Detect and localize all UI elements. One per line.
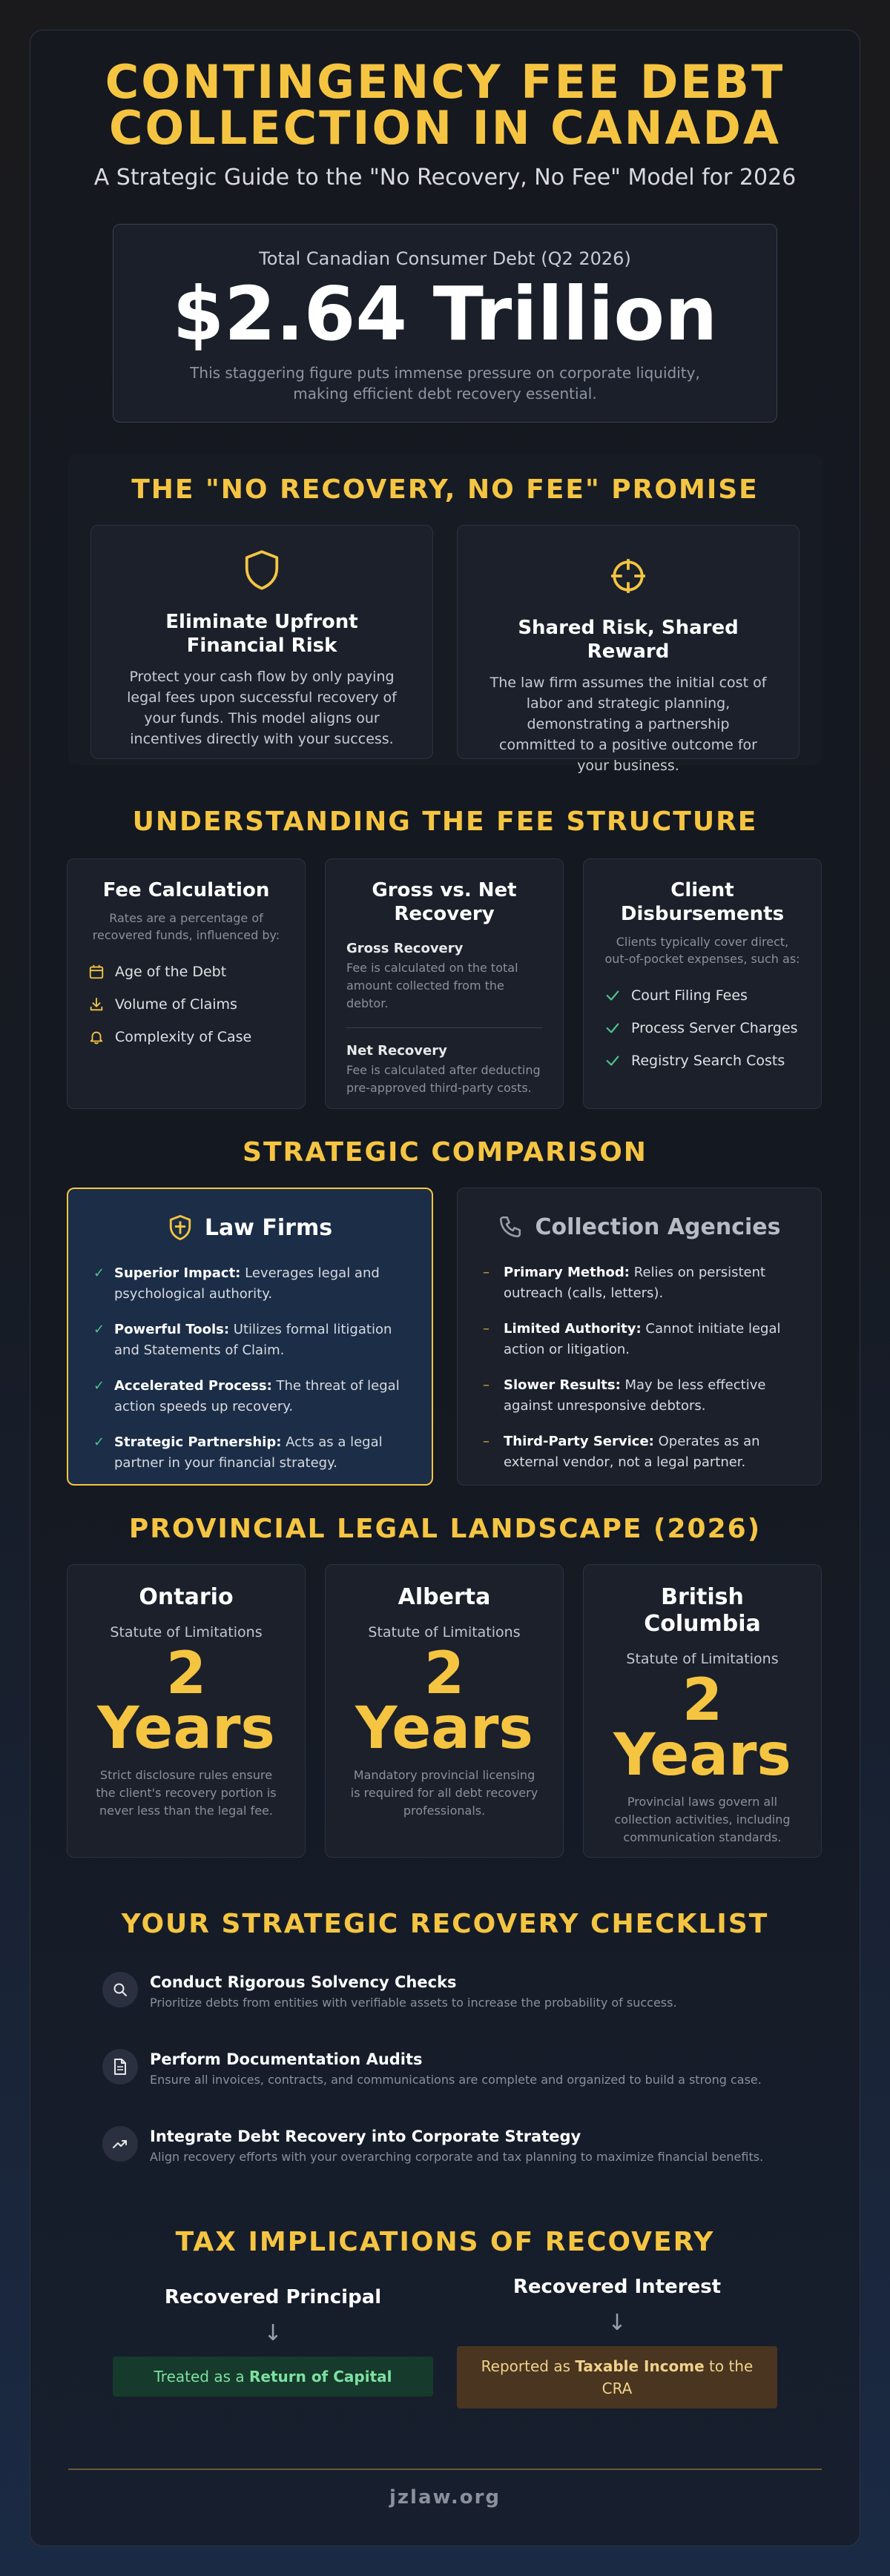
footer-site: jzlaw.org [389,2486,501,2509]
tax-interest-title: Recovered Interest [512,2276,722,2298]
gross-net-card [325,858,564,1109]
footer-divider [68,2469,822,2470]
promise-card-title: Shared Risk, Shared Reward [518,617,739,663]
dash-icon: – [483,1265,490,1280]
arrow-down-icon: ↓ [263,2320,283,2346]
dash-icon: – [483,1377,490,1393]
provincial-title: PROVINCIAL LEGAL LANDSCAPE (2026) [128,1514,762,1544]
debt-note: This staggering figure puts immense pressure on corporate liquidity, making efficient debt recovery essential. [190,364,700,403]
checklist-item-text: Ensure all invoices, contracts, and communications are complete and organized to build a strong case. [150,2073,762,2087]
province-name: British Columbia [644,1584,761,1637]
list-item: ✓ Superior Impact: Leverages legal and psychological authority. [93,1263,406,1305]
list-item: – Limited Authority: Cannot initiate legal action or litigation. [483,1319,796,1360]
phone-icon [498,1214,523,1239]
disbursements-intro: Clients typically cover direct, out-of-pocket expenses, such as: [604,935,800,966]
list-item: ✓ Accelerated Process: The threat of legal action speeds up recovery. [93,1376,406,1417]
trend-up-icon [111,2135,129,2153]
checklist-item-text: Align recovery efforts with your overarching corporate and tax planning to maximize financial benefits. [150,2150,764,2164]
list-item: ✓ Strategic Partnership: Acts as a legal partner in your financial strategy. [93,1432,406,1474]
gross-recovery-text: Fee is calculated on the total amount collected from the debtor. [346,961,518,1010]
check-icon [604,1053,621,1069]
list-item: – Slower Results: May be less effective against unresponsive debtors. [483,1375,796,1417]
subtitle: A Strategic Guide to the "No Recovery, No Fee" Model for 2026 [93,165,797,191]
debt-stat-box [113,224,777,423]
checklist-title: YOUR STRATEGIC RECOVERY CHECKLIST [121,1909,769,1939]
dash-icon: – [483,1434,490,1449]
promise-card-title: Eliminate Upfront Financial Risk [165,611,358,657]
check-icon: ✓ [93,1434,105,1450]
promise-card-risk [90,525,433,759]
law-firms-title: Law Firms [204,1214,333,1241]
checklist-item-text: Prioritize debts from entities with verifiable assets to increase the probability of success. [150,1996,677,2010]
list-item: – Primary Method: Relies on persistent outreach (calls, letters). [483,1262,796,1304]
list-item: Volume of Claims [88,988,284,1021]
gross-net-title: Gross vs. Net Recovery [372,879,517,925]
province-card-bc [583,1564,822,1858]
dash-icon: – [483,1321,490,1337]
check-icon [604,1020,621,1036]
province-card-alberta [325,1564,564,1858]
promise-card-text: Protect your cash flow by only paying legal fees upon successful recovery of your funds. This model aligns our incentives directly with your success. [127,669,397,747]
promise-card-shared [457,525,800,774]
statute-label: Statute of Limitations [626,1651,779,1667]
check-icon: ✓ [93,1378,105,1394]
fee-structure-title: UNDERSTANDING THE FEE STRUCTURE [132,807,758,837]
collection-agencies-card [457,1188,822,1486]
debt-label: Total Canadian Consumer Debt (Q2 2026) [259,248,631,269]
tax-principal-treatment: Treated as a Return of Capital [113,2357,433,2397]
checklist-item-title: Integrate Debt Recovery into Corporate Strategy [150,2128,581,2145]
tax-title: TAX IMPLICATIONS OF RECOVERY [175,2227,715,2257]
statute-label: Statute of Limitations [368,1624,521,1640]
net-recovery-title: Net Recovery [346,1043,447,1059]
shield-badge-icon [168,1213,193,1242]
calendar-icon [88,964,105,980]
agencies-title: Collection Agencies [535,1213,781,1240]
province-note: Mandatory provincial licensing is required for all debt recovery professionals. [350,1768,538,1818]
checklist-item [102,2049,814,2087]
tax-principal [113,2286,433,2397]
list-item: – Third-Party Service: Operates as an external vendor, not a legal partner. [483,1431,796,1473]
statute-years: 2 Years [355,1640,533,1762]
check-icon: ✓ [93,1265,105,1281]
disbursements-title: Client Disbursements [620,879,785,925]
comparison-title: STRATEGIC COMPARISON [243,1137,647,1168]
statute-years: 2 Years [613,1667,791,1789]
main-title: CONTINGENCY FEE DEBT COLLECTION IN CANADA [105,55,785,155]
debt-value: $2.64 Trillion [172,271,718,357]
document-icon [112,2058,128,2076]
net-recovery-text: Fee is calculated after deducting pre-approved third-party costs. [346,1063,541,1095]
checklist-item [102,2126,814,2164]
province-card-ontario [67,1564,306,1858]
list-item: Process Server Charges [604,1012,800,1044]
province-note: Strict disclosure rules ensure the client's recovery portion is never less than the legal fee. [96,1768,277,1818]
list-item: Registry Search Costs [604,1044,800,1077]
statute-label: Statute of Limitations [110,1624,263,1640]
province-name: Alberta [398,1584,491,1610]
download-icon [88,996,105,1013]
shield-icon [242,548,282,592]
check-icon [604,987,621,1004]
tax-interest-treatment: Reported as Taxable Income to the CRA [457,2346,777,2408]
list-item: ✓ Powerful Tools: Utilizes formal litigation and Statements of Claim. [93,1320,406,1361]
list-item: Court Filing Fees [604,979,800,1012]
tax-principal-title: Recovered Principal [164,2286,382,2308]
search-icon [111,1981,129,1999]
checklist-item [102,1972,814,2010]
bell-icon [88,1029,105,1045]
promise-card-text: The law firm assumes the initial cost of labor and strategic planning, demonstrating a partnership committed to a positive outcome for your business. [490,675,767,774]
checklist-item-title: Conduct Rigorous Solvency Checks [150,1973,457,1991]
crosshair-icon [610,557,647,595]
fee-calc-title: Fee Calculation [102,879,270,901]
fee-calc-intro: Rates are a percentage of recovered funds, influenced by: [92,911,280,942]
arrow-down-icon: ↓ [607,2310,627,2336]
tax-interest [457,2276,777,2408]
check-icon: ✓ [93,1322,105,1337]
divider [346,1027,542,1028]
promise-title: THE "NO RECOVERY, NO FEE" PROMISE [131,474,759,505]
law-firms-card [67,1188,433,1486]
checklist-item-title: Perform Documentation Audits [150,2050,423,2068]
gross-recovery-title: Gross Recovery [346,941,464,956]
fee-calculation-card [67,858,306,1109]
province-note: Provincial laws govern all collection activities, including communication standards. [614,1795,791,1844]
list-item: Complexity of Case [88,1021,284,1053]
statute-years: 2 Years [97,1640,275,1762]
province-name: Ontario [139,1584,234,1610]
client-disbursements-card [583,858,822,1109]
list-item: Age of the Debt [88,956,284,988]
